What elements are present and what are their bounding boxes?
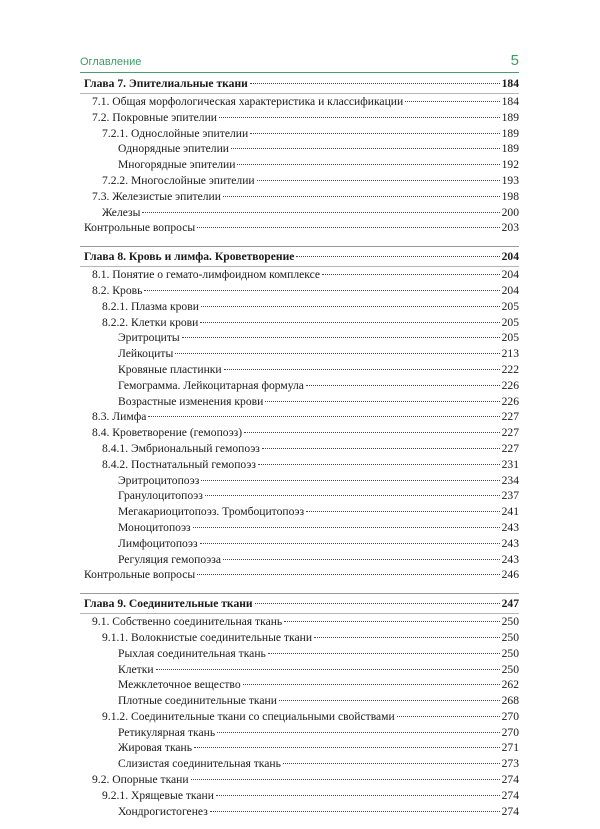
- running-head: [80, 54, 519, 73]
- toc-entry[interactable]: Межклеточное вещество 262: [118, 678, 519, 692]
- chapter-heading[interactable]: Глава 7. Эпителиальные ткани 184: [84, 77, 519, 90]
- toc-entry[interactable]: Регуляция гемопоэза 243: [118, 552, 519, 566]
- toc-entry[interactable]: Лейкоциты 213: [118, 347, 519, 361]
- toc-entry[interactable]: 9.2. Опорные ткани 274: [92, 773, 519, 787]
- toc-entry[interactable]: Лимфоцитопоэз 243: [118, 536, 519, 550]
- toc-entry[interactable]: Плотные соединительные ткани 268: [118, 694, 519, 708]
- toc-entry[interactable]: 8.4.2. Постнатальный гемопоэз 231: [102, 457, 519, 471]
- toc-entry[interactable]: Моноцитопоэз 243: [118, 520, 519, 534]
- chapter-heading[interactable]: Глава 8. Кровь и лимфа. Кроветворение 204: [84, 250, 519, 264]
- toc-entry[interactable]: Контрольные вопросы 246: [84, 568, 519, 582]
- toc-entry[interactable]: 9.1.1. Волокнистые соединительные ткани 250: [102, 630, 519, 644]
- toc-entry[interactable]: Рыхлая соединительная ткань 250: [118, 646, 519, 660]
- toc-entry[interactable]: 7.3. Железистые эпителии 198: [92, 189, 519, 203]
- chapter-9: [80, 593, 519, 819]
- toc-entry[interactable]: 7.1. Общая морфологическая характеристика и классификации 184: [80, 93, 519, 110]
- toc-entry[interactable]: Жировая ткань 271: [118, 741, 519, 755]
- toc-entry[interactable]: Клетки 250: [118, 662, 519, 676]
- toc-entry[interactable]: Однорядные эпителии 189: [118, 142, 519, 156]
- toc-entry[interactable]: 7.2.2. Многослойные эпителии 193: [102, 173, 519, 187]
- chapter-7: [80, 74, 519, 236]
- toc-entry[interactable]: 8.1. Понятие о гемато-лимфоидном комплексе 204: [80, 266, 519, 283]
- toc-entry[interactable]: 9.1.2. Соединительные ткани со специальными свойствами 270: [102, 709, 519, 723]
- toc-entry[interactable]: 9.1. Собственно соединительная ткань 250: [80, 613, 519, 630]
- toc-entry[interactable]: Эритроциты 205: [118, 331, 519, 345]
- toc-entry[interactable]: Гемограмма. Лейкоцитарная формула 226: [118, 378, 519, 392]
- table-of-contents: [80, 74, 519, 829]
- toc-entry[interactable]: 8.2. Кровь 204: [92, 283, 519, 297]
- toc-entry[interactable]: Многорядные эпителии 192: [118, 158, 519, 172]
- toc-entry[interactable]: Контрольные вопросы 203: [84, 221, 519, 235]
- toc-entry[interactable]: Мегакариоцитопоэз. Тромбоцитопоэз 241: [118, 505, 519, 519]
- toc-entry[interactable]: Кровяные пластинки 222: [118, 362, 519, 376]
- toc-entry[interactable]: 8.3. Лимфа 227: [92, 410, 519, 424]
- toc-entry[interactable]: 8.2.1. Плазма крови 205: [102, 299, 519, 313]
- toc-entry[interactable]: Слизистая соединительная ткань 273: [118, 757, 519, 771]
- toc-entry[interactable]: 7.2.1. Однослойные эпителии 189: [102, 126, 519, 140]
- toc-entry[interactable]: Эритроцитопоэз 234: [118, 473, 519, 487]
- chapter-heading[interactable]: Глава 9. Соединительные ткани 247: [84, 597, 519, 611]
- toc-entry[interactable]: 8.4.1. Эмбриональный гемопоэз 227: [102, 441, 519, 455]
- page-number: 5: [510, 52, 519, 69]
- chapter-8: [80, 246, 519, 583]
- section-title: Оглавление: [80, 56, 142, 68]
- toc-entry[interactable]: 7.2. Покровные эпителии 189: [92, 110, 519, 124]
- toc-entry[interactable]: Возрастные изменения крови 226: [118, 394, 519, 408]
- toc-entry[interactable]: Гранулоцитопоэз 237: [118, 489, 519, 503]
- toc-entry[interactable]: 8.2.2. Клетки крови 205: [102, 315, 519, 329]
- toc-entry[interactable]: Ретикулярная ткань 270: [118, 725, 519, 739]
- toc-entry[interactable]: Железы 200: [102, 205, 519, 219]
- toc-entry[interactable]: 8.4. Кроветворение (гемопоэз) 227: [92, 426, 519, 440]
- toc-entry[interactable]: Хондрогистогенез 274: [118, 804, 519, 818]
- toc-entry[interactable]: 9.2.1. Хрящевые ткани 274: [102, 788, 519, 802]
